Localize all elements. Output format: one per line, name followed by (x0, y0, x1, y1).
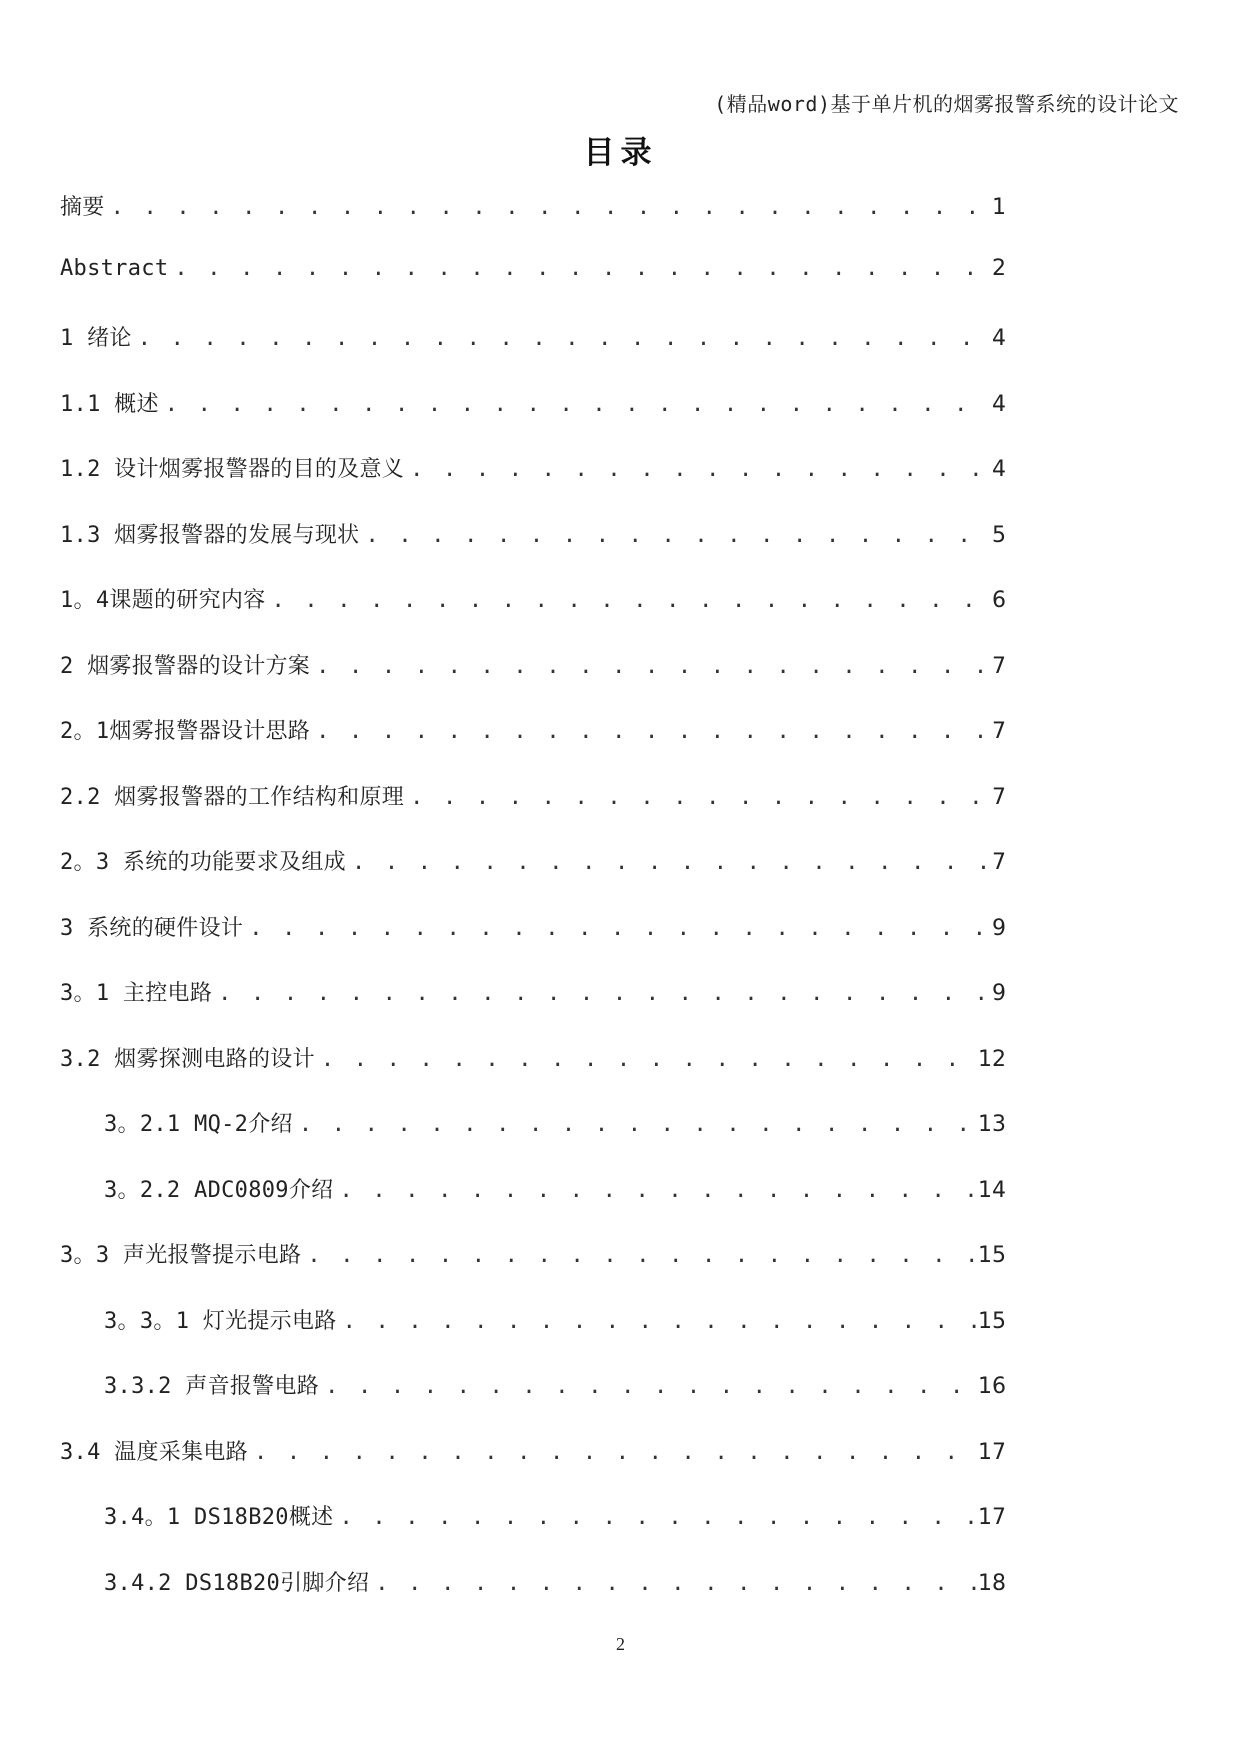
toc-entry-label: 1.3 烟雾报警器的发展与现状 (60, 522, 360, 548)
toc-entry-page: 9 (992, 981, 1006, 1006)
toc-entry[interactable] (60, 1435, 1006, 1501)
toc-entry[interactable] (60, 518, 1006, 584)
toc-entry-page: 7 (992, 784, 1006, 810)
toc-entry-page: 1 (992, 195, 1006, 220)
toc-dot-leader (410, 457, 990, 482)
toc-entry-page: 4 (992, 326, 1006, 351)
toc-entry[interactable] (60, 1173, 1006, 1239)
toc-entry[interactable] (60, 911, 1006, 977)
toc-entry-page: 15 (978, 1308, 1006, 1334)
toc-entry-label: 2。3 系统的功能要求及组成 (60, 850, 346, 875)
toc-entry-page: 18 (978, 1570, 1006, 1596)
toc-dot-leader (321, 1047, 976, 1072)
toc-dot-leader (375, 1571, 976, 1596)
toc-entry-label: 3.4。1 DS18B20概述 (104, 1505, 334, 1530)
toc-dot-leader (339, 1505, 976, 1530)
toc-entry-label: 3.2 烟雾探测电路的设计 (60, 1046, 315, 1072)
toc-entry-label: 3 系统的硬件设计 (60, 915, 244, 941)
toc-entry[interactable] (60, 976, 1006, 1042)
toc-dot-leader (249, 916, 990, 941)
toc-entry-label: 1.2 设计烟雾报警器的目的及意义 (60, 457, 405, 482)
toc-entry-page: 15 (978, 1243, 1006, 1268)
toc-dot-leader (365, 523, 990, 548)
toc-dot-leader (174, 256, 990, 281)
toc-entry-label: 2 烟雾报警器的设计方案 (60, 653, 311, 679)
toc-entry[interactable] (60, 649, 1006, 715)
toc-entry-page: 12 (978, 1046, 1006, 1072)
toc-entry-label: 3。2.1 MQ-2介绍 (104, 1112, 293, 1137)
toc-entry-page: 2 (992, 255, 1006, 281)
toc-entry-page: 13 (978, 1112, 1006, 1137)
toc-entry-page: 17 (978, 1505, 1006, 1530)
toc-entry-label: 3.4.2 DS18B20引脚介绍 (104, 1570, 370, 1596)
toc-dot-leader (272, 588, 991, 613)
toc-dot-leader (218, 981, 990, 1006)
toc-entry-label: 3。2.2 ADC0809介绍 (104, 1177, 334, 1203)
toc-entry-page: 17 (978, 1439, 1006, 1465)
toc-entry[interactable] (60, 387, 1006, 453)
toc-entry-page: 16 (978, 1374, 1006, 1399)
toc-dot-leader (410, 785, 990, 810)
toc-entry[interactable] (60, 190, 1006, 256)
toc-entry[interactable] (60, 1042, 1006, 1108)
toc-entry[interactable] (60, 1304, 1006, 1370)
toc-dot-leader (299, 1112, 976, 1137)
toc-entry-page: 5 (992, 522, 1006, 548)
toc-entry-label: 3.3.2 声音报警电路 (104, 1374, 320, 1399)
toc-entry-page: 7 (992, 719, 1006, 744)
toc-entry-page: 6 (992, 588, 1006, 613)
toc-entry-label: 2。1烟雾报警器设计思路 (60, 719, 311, 744)
toc-entry-label: 1。4课题的研究内容 (60, 588, 266, 613)
toc-entry-page: 4 (992, 391, 1006, 417)
toc-entry[interactable] (60, 845, 1006, 911)
toc-dot-leader (254, 1440, 976, 1465)
toc-entry-page: 4 (992, 457, 1006, 482)
toc-dot-leader (325, 1374, 976, 1399)
toc-dot-leader (316, 719, 990, 744)
toc-entry-label: 3。3。1 灯光提示电路 (104, 1308, 337, 1334)
toc-title: 目录 (583, 135, 658, 171)
toc-dot-leader (138, 326, 990, 351)
toc-dot-leader (352, 850, 990, 875)
page-number: 2 (616, 1634, 625, 1654)
toc-entry-label: 1 绪论 (60, 326, 132, 351)
toc-entry[interactable] (60, 1369, 1006, 1435)
toc-entry-label: 3。1 主控电路 (60, 981, 213, 1006)
toc-entry[interactable] (60, 256, 1006, 322)
toc-dot-leader (307, 1243, 976, 1268)
toc-entry[interactable] (60, 1500, 1006, 1566)
toc-entry-page: 7 (992, 653, 1006, 679)
toc-entry[interactable] (60, 780, 1006, 846)
toc-entry[interactable] (60, 1238, 1006, 1304)
toc-entry-label: 1.1 概述 (60, 391, 159, 417)
toc-entry[interactable] (60, 583, 1006, 649)
toc-entry[interactable] (60, 714, 1006, 780)
toc-entry-page: 7 (992, 850, 1006, 875)
toc-dot-leader (316, 654, 990, 679)
toc-entry-label: 3.4 温度采集电路 (60, 1439, 248, 1465)
toc-entry-label: Abstract (60, 255, 169, 281)
toc-entry-label: 3。3 声光报警提示电路 (60, 1243, 302, 1268)
toc-dot-leader (343, 1309, 976, 1334)
toc-entry-page: 9 (992, 915, 1006, 941)
toc-dot-leader (339, 1178, 976, 1203)
table-of-contents (60, 190, 1006, 1631)
toc-dot-leader (111, 195, 990, 220)
toc-entry-label: 摘要 (60, 195, 105, 220)
toc-entry[interactable] (60, 321, 1006, 387)
running-header: (精品word)基于单片机的烟雾报警系统的设计论文 (714, 92, 1179, 116)
toc-entry[interactable] (60, 452, 1006, 518)
toc-entry-label: 2.2 烟雾报警器的工作结构和原理 (60, 784, 405, 810)
toc-entry[interactable] (60, 1566, 1006, 1632)
toc-dot-leader (165, 392, 990, 417)
toc-entry-page: 14 (978, 1177, 1006, 1203)
toc-entry[interactable] (60, 1107, 1006, 1173)
